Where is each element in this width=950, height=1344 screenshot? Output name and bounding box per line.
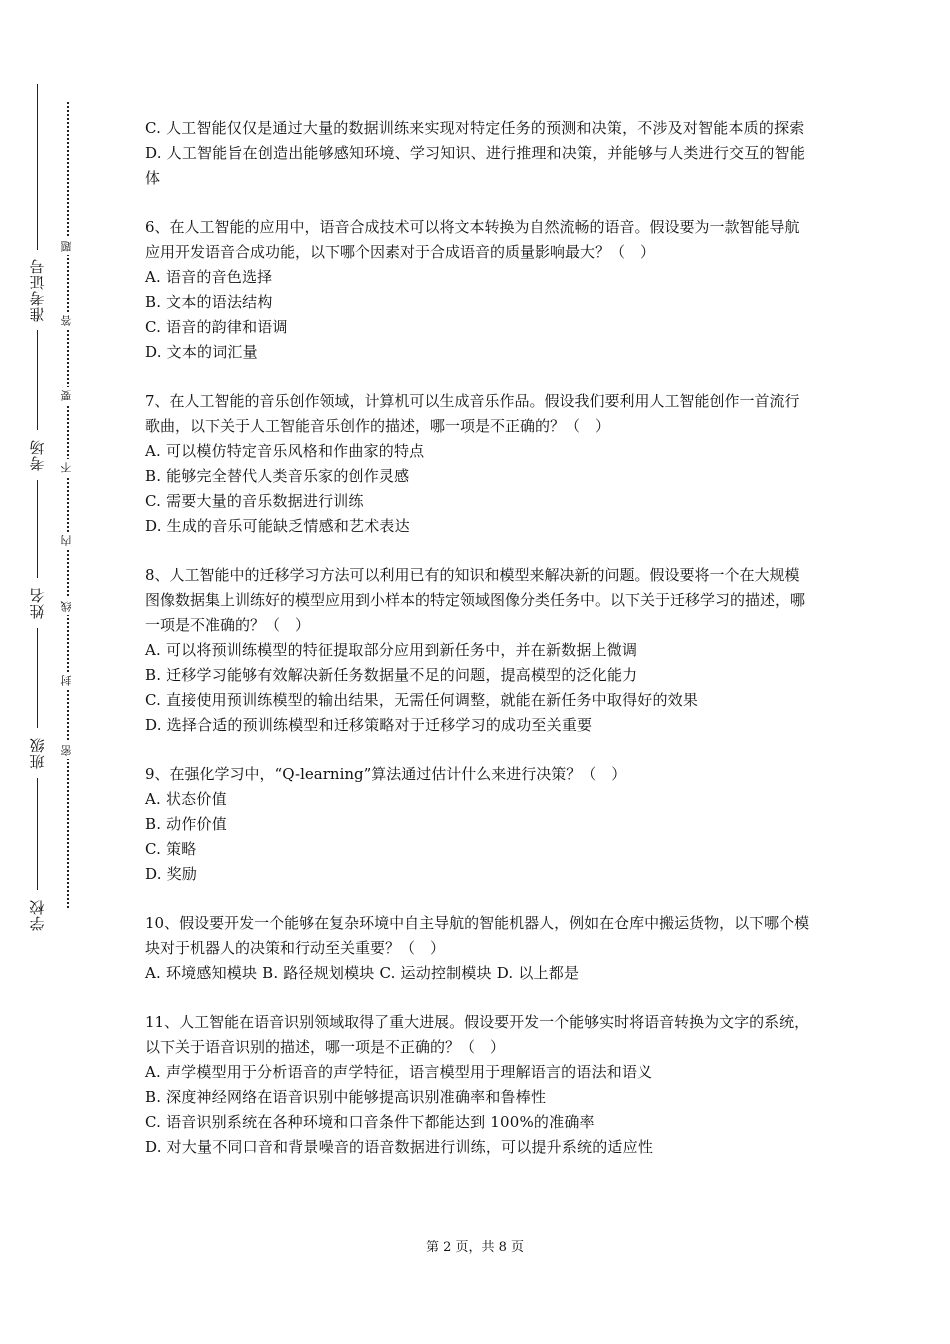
option-c: C. 需要大量的音乐数据进行训练	[145, 492, 364, 510]
field-exam-room-label: 考场	[22, 430, 52, 480]
option-d: D. 文本的词汇量	[145, 343, 258, 361]
question-5-tail	[145, 116, 810, 191]
binding-line	[37, 84, 38, 922]
option-b: B. 文本的语法结构	[145, 293, 273, 311]
option-b: B. 能够完全替代人类音乐家的创作灵感	[145, 467, 410, 485]
seal-char: 封	[59, 672, 75, 689]
page-number: 第 2 页，共 8 页	[425, 1240, 525, 1255]
option-b: B. 深度神经网络在语音识别中能够提高识别准确率和鲁棒性	[145, 1088, 547, 1106]
option-b: B. 迁移学习能够有效解决新任务数据量不足的问题，提高模型的泛化能力	[145, 666, 638, 684]
question-stem: 11、人工智能在语音识别领域取得了重大进展。假设要开发一个能够实时将语音转换为文字的系统，以下关于语音识别的描述，哪一项是不正确的？（ ）	[145, 1013, 810, 1056]
seal-char: 内	[59, 532, 75, 549]
question-stem: 9、在强化学习中，“Q-learning”算法通过估计什么来进行决策？（ ）	[145, 765, 627, 783]
seal-char: 密	[59, 742, 75, 759]
q5-option-d: D. 人工智能旨在创造出能够感知环境、学习知识、进行推理和决策，并能够与人类进行交互的智能体	[145, 144, 806, 187]
field-school-label: 学校	[22, 890, 52, 940]
seal-char: 不	[59, 459, 75, 476]
option-c: C. 直接使用预训练模型的输出结果，无需任何调整，就能在新任务中取得好的效果	[145, 691, 699, 709]
option-a: A. 可以模仿特定音乐风格和作曲家的特点	[145, 442, 425, 460]
option-a: A. 状态价值	[145, 790, 227, 808]
option-a: A. 语音的音色选择	[145, 268, 273, 286]
option-d: D. 对大量不同口音和背景噪音的语音数据进行训练，可以提升系统的适应性	[145, 1138, 654, 1156]
option-d: D. 选择合适的预训练模型和迁移策略对于迁移学习的成功至关重要	[145, 716, 593, 734]
question-stem: 10、假设要开发一个能够在复杂环境中自主导航的智能机器人，例如在仓库中搬运货物，以下哪个模块对于机器人的决策和行动至关重要？（ ）	[145, 914, 810, 957]
question-stem: 8、人工智能中的迁移学习方法可以利用已有的知识和模型来解决新的问题。假设要将一个在大规模图像数据集上训练好的模型应用到小样本的特定领域图像分类任务中。以下关于迁移学习的描述，哪一项是不准确的？（ ）	[145, 566, 806, 634]
question-content	[145, 116, 810, 1160]
option-d: D. 生成的音乐可能缺乏情感和艺术表达	[145, 517, 410, 535]
question-stem: 6、在人工智能的应用中，语音合成技术可以将文本转换为自然流畅的语音。假设要为一款智能导航应用开发语音合成功能，以下哪个因素对于合成语音的质量影响最大？（ ）	[145, 218, 800, 261]
option-d: D. 奖励	[145, 865, 198, 883]
question-10	[145, 911, 810, 986]
option-c: C. 语音识别系统在各种环境和口音条件下都能达到 100%的准确率	[145, 1113, 595, 1131]
option-a: A. 可以将预训练模型的特征提取部分应用到新任务中，并在新数据上微调	[145, 641, 638, 659]
option-c: C. 语音的韵律和语调	[145, 318, 288, 336]
options-inline: A. 环境感知模块 B. 路径规划模块 C. 运动控制模块 D. 以上都是	[145, 964, 580, 982]
field-name-label: 姓名	[22, 578, 52, 628]
question-6	[145, 215, 810, 365]
seal-dotted-line	[67, 102, 69, 908]
question-11	[145, 1010, 810, 1160]
question-7	[145, 389, 810, 539]
seal-char: 线	[59, 598, 75, 615]
option-c: C. 策略	[145, 840, 197, 858]
question-8	[145, 563, 810, 738]
seal-char: 答	[59, 312, 75, 329]
seal-char: 题	[59, 238, 75, 255]
option-a: A. 声学模型用于分析语音的声学特征，语言模型用于理解语言的语法和语义	[145, 1063, 653, 1081]
seal-char: 要	[59, 387, 75, 404]
option-b: B. 动作价值	[145, 815, 227, 833]
question-9	[145, 762, 810, 887]
field-exam-number-label: 准考证号	[22, 250, 52, 330]
q5-option-c: C. 人工智能仅仅是通过大量的数据训练来实现对特定任务的预测和决策，不涉及对智能本质的探索	[145, 119, 805, 137]
field-class-label: 班级	[22, 728, 52, 778]
question-stem: 7、在人工智能的音乐创作领域，计算机可以生成音乐作品。假设我们要利用人工智能创作一首流行歌曲，以下关于人工智能音乐创作的描述，哪一项是不正确的？（ ）	[145, 392, 800, 435]
